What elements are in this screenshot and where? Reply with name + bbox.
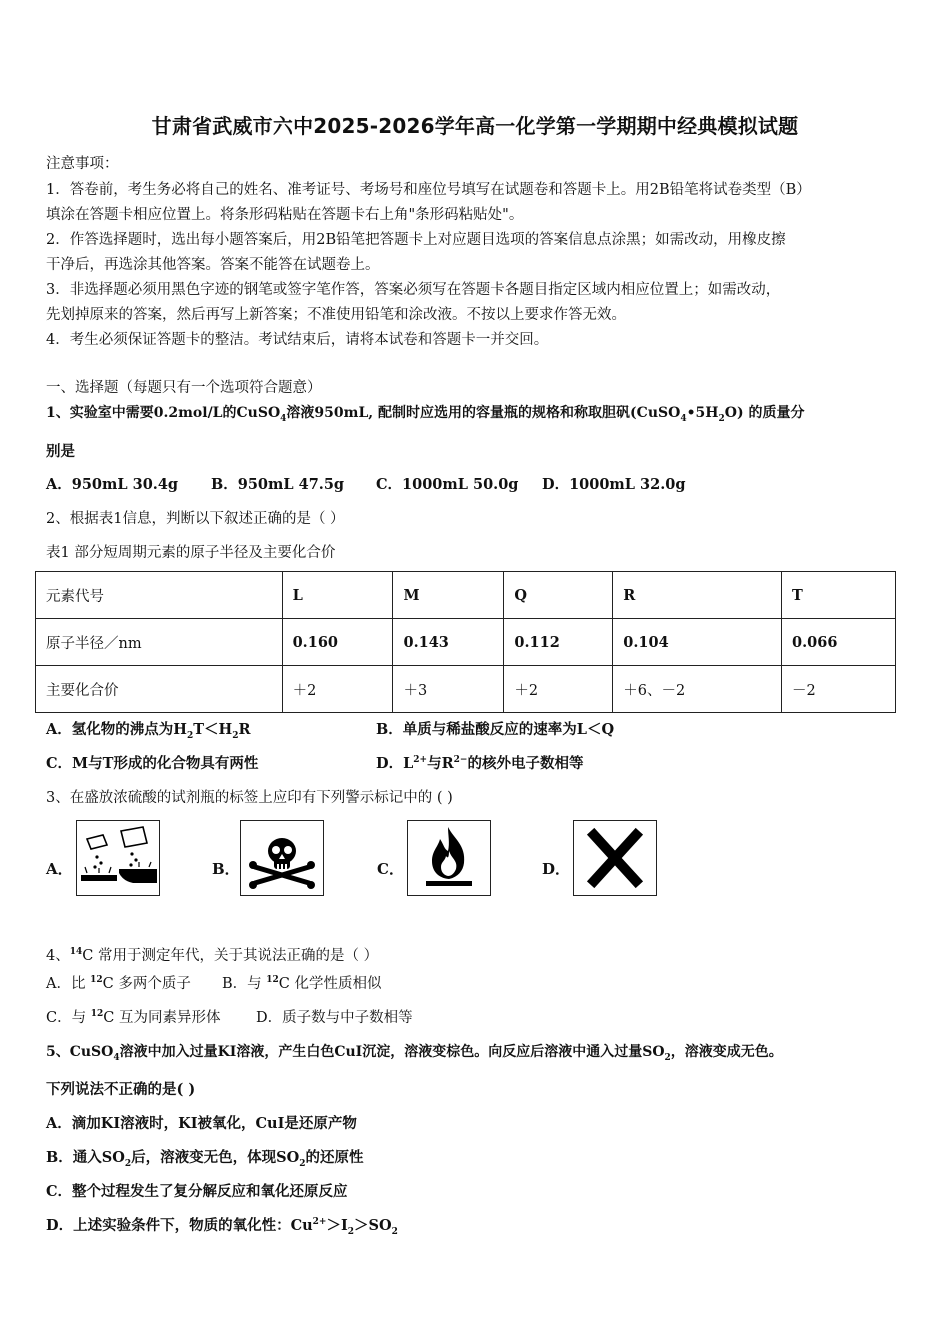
table-cell: 0.104 <box>613 619 782 666</box>
element-table <box>35 571 896 713</box>
question-3-stem: 3、在盛放浓硫酸的试剂瓶的标签上应印有下列警示标记中的 ( ) <box>46 790 453 806</box>
table-cell: 0.066 <box>782 619 896 666</box>
table-cell: ＋6、－2 <box>613 666 782 713</box>
q3-label-c: C． <box>377 860 404 878</box>
page-title: 甘肃省武威市六中2025-2026学年高一化学第一学期期中经典模拟试题 <box>151 114 799 138</box>
table-cell: ＋2 <box>504 666 613 713</box>
notice-line: 1．答卷前，考生务必将自己的姓名、准考证号、考场号和座位号填写在试题卷和答题卡上。用2B铅笔将试卷类型（B） <box>46 182 811 198</box>
table-cell: M <box>393 572 504 619</box>
q1-option-a[interactable]: A．950mL 30.4g <box>46 476 179 493</box>
table-cell: 元素代号 <box>36 572 283 619</box>
question-5-stem: 5、CuSO$_4$溶液中加入过量KI溶液，产生白色CuI沉淀，溶液变棕色。向反应后溶液中通入过量$SO_2$，溶液变成无色。 <box>46 1044 783 1063</box>
table-cell: T <box>782 572 896 619</box>
q2-option-a[interactable]: A．氢化物的沸点为$H_2T<H_2R$ <box>46 721 251 741</box>
question-1-stem: 1、实验室中需要0.2mol/L的CuSO$_4$溶液950mL, 配制时应选用的容量瓶的规格和称取胆矾$(CuSO_4•5H_2O)$ 的质量分 <box>46 405 805 424</box>
q5-option-a[interactable]: A．滴加KI溶液时，KI被氧化，CuI是还原产物 <box>46 1115 357 1132</box>
table-cell: ＋2 <box>282 666 393 713</box>
q2-option-b[interactable]: B．单质与稀盐酸反应的速率为L＜Q <box>376 721 615 738</box>
q5-option-c[interactable]: C．整个过程发生了复分解反应和氧化还原反应 <box>46 1183 348 1200</box>
table-cell: 0.143 <box>393 619 504 666</box>
notice-heading: 注意事项： <box>46 156 119 172</box>
question-2-stem: 2、根据表1信息，判断以下叙述正确的是（ ） <box>46 511 345 527</box>
q5-option-d[interactable]: D．上述实验条件下，物质的氧化性：$Cu^{2+}>I_2>SO_2$ <box>46 1217 398 1237</box>
question-1-stem-cont: 别是 <box>46 443 75 460</box>
notice-line: 2．作答选择题时，选出每小题答案后，用2B铅笔把答题卡上对应题目选项的答案信息点涂黑；如需改动，用橡皮擦 <box>46 232 786 248</box>
corrosive-icon[interactable] <box>76 820 160 896</box>
notice-line: 先划掉原来的答案，然后再写上新答案；不准使用铅笔和涂改液。不按以上要求作答无效。 <box>46 307 626 323</box>
section-heading: 一、选择题（每题只有一个选项符合题意） <box>46 380 322 396</box>
table-cell: Q <box>504 572 613 619</box>
table-row <box>36 666 896 713</box>
q4-option-d[interactable]: D．质子数与中子数相等 <box>256 1010 413 1026</box>
notice-line: 3．非选择题必须用黑色字迹的钢笔或签字笔作答，答案必须写在答题卡各题目指定区域内相应位置上；如需改动， <box>46 282 781 298</box>
table-cell: 0.112 <box>504 619 613 666</box>
notice-line: 干净后，再选涂其他答案。答案不能答在试题卷上。 <box>46 257 380 273</box>
question-4-stem: 4、$^{14}$C 常用于测定年代，关于其说法正确的是（ ） <box>46 947 379 964</box>
table-row <box>36 572 896 619</box>
notice-line: 填涂在答题卡相应位置上。将条形码粘贴在答题卡右上角"条形码粘贴处"。 <box>46 207 524 223</box>
table-cell: ＋3 <box>393 666 504 713</box>
table-cell: 主要化合价 <box>36 666 283 713</box>
q4-option-a[interactable]: A．比 $^{12}$C 多两个质子 <box>46 975 191 992</box>
q3-label-a: A． <box>46 860 73 878</box>
q4-option-b[interactable]: B．与 $^{12}$C 化学性质相似 <box>222 975 382 992</box>
table-cell: 原子半径／nm <box>36 619 283 666</box>
table-cell: －2 <box>782 666 896 713</box>
q1-option-b[interactable]: B．950mL 47.5g <box>211 476 345 493</box>
table-row <box>36 619 896 666</box>
q1-option-c[interactable]: C．1000mL 50.0g <box>376 476 519 493</box>
q2-option-c[interactable]: C．M与T形成的化合物具有两性 <box>46 755 259 772</box>
table-caption: 表1 部分短周期元素的原子半径及主要化合价 <box>46 545 336 561</box>
table-cell: R <box>613 572 782 619</box>
q2-option-d[interactable]: D．$L^{2+}$与$R^{2-}$的核外电子数相等 <box>376 755 584 772</box>
toxic-skull-icon[interactable] <box>240 820 324 896</box>
question-5-stem-cont: 下列说法不正确的是( ) <box>46 1081 196 1098</box>
q5-option-b[interactable]: B．通入$SO_2$后，溶液变无色，体现$SO_2$的还原性 <box>46 1149 364 1169</box>
table-cell: 0.160 <box>282 619 393 666</box>
q3-label-d: D． <box>542 860 571 878</box>
q4-option-c[interactable]: C．与 $^{12}$C 互为同素异形体 <box>46 1009 221 1026</box>
q1-option-d[interactable]: D．1000mL 32.0g <box>542 476 686 493</box>
notice-line: 4．考生必须保证答题卡的整洁。考试结束后，请将本试卷和答题卡一并交回。 <box>46 332 549 348</box>
flammable-icon[interactable] <box>407 820 491 896</box>
table-cell: L <box>282 572 393 619</box>
harmful-cross-icon[interactable] <box>573 820 657 896</box>
q3-label-b: B． <box>212 860 240 878</box>
